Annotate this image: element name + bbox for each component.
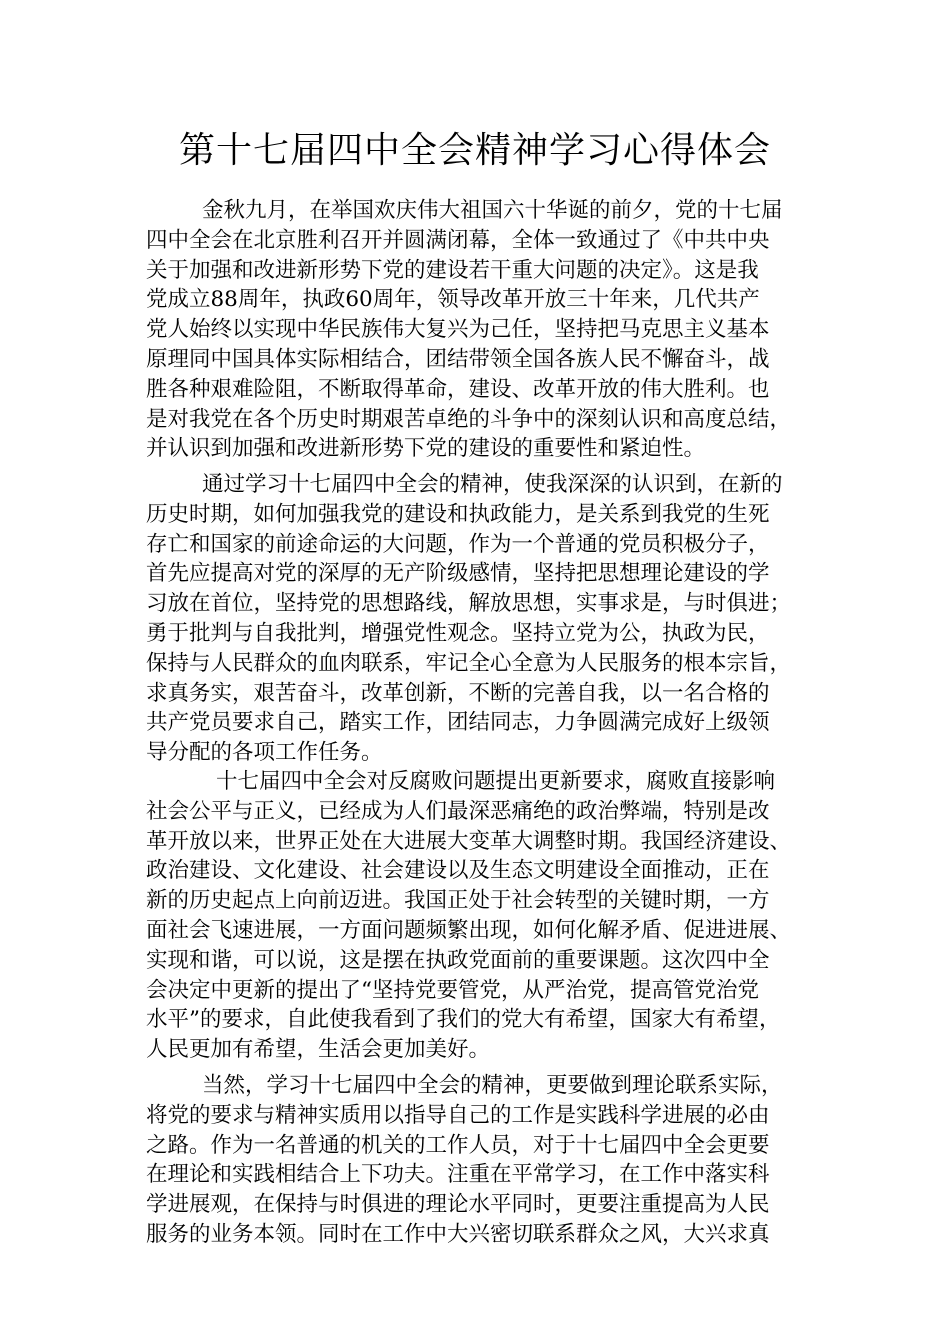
paragraph-line: 四中全会在北京胜利召开并圆满闭幕，全体一致通过了《中共中央 [146,227,770,253]
paragraph-line: 首先应提高对党的深厚的无产阶级感情，坚持把思想理论建设的学 [146,561,770,587]
paragraph-line: 之路。作为一名普通的机关的工作人员，对于十七届四中全会更要 [146,1132,770,1158]
paragraph-3 [146,767,822,1065]
paragraph-line: 保持与人民群众的血肉联系，牢记全心全意为人民服务的根本宗旨， [146,650,792,676]
paragraph-line: 共产党员要求自己，踏实工作，团结同志，力争圆满完成好上级领 [146,710,770,736]
paragraph-line: 是对我党在各个历史时期艰苦卓绝的斗争中的深刻认识和高度总结， [146,406,792,432]
paragraph-line: 存亡和国家的前途命运的大问题，作为一个普通的党员积极分子， [146,531,770,557]
paragraph-line: 面社会飞速进展，一方面问题频繁出现，如何化解矛盾、促进进展、 [146,917,792,943]
paragraph-line: 关于加强和改进新形势下党的建设若干重大问题的决定》。这是我 [146,257,759,283]
paragraph-4 [146,1071,822,1250]
paragraph-line: 新的历史起点上向前迈进。我国正处于社会转型的关键时期，一方 [146,888,770,914]
paragraph-2 [146,470,822,768]
paragraph-line: 社会公平与正义，已经成为人们最深恶痛绝的政治弊端，特别是改 [146,798,770,824]
paragraph-line: 导分配的各项工作任务。 [146,740,383,766]
paragraph-line: 人民更加有希望，生活会更加美好。 [146,1037,491,1063]
paragraph-line: 历史时期，如何加强我党的建设和执政能力，是关系到我党的生死 [146,501,770,527]
paragraph-line: 胜各种艰难险阻，不断取得革命，建设、改革开放的伟大胜利。也 [146,376,770,402]
paragraph-line: 服务的业务本领。同时在工作中大兴密切联系群众之风，大兴求真 [146,1221,770,1247]
document-title: 第十七届四中全会精神学习心得体会 [178,130,771,171]
paragraph-line: 勇于批判与自我批判，增强党性观念。坚持立党为公，执政为民， [146,620,770,646]
paragraph-line: 原理同中国具体实际相结合，团结带领全国各族人民不懈奋斗，战 [146,346,770,372]
paragraph-line: 十七届四中全会对反腐败问题提出更新要求，腐败直接影响 [216,769,776,794]
paragraph-line: 实现和谐，可以说，这是摆在执政党面前的重要课题。这次四中全 [146,947,770,973]
paragraph-line: 将党的要求与精神实质用以指导自己的工作是实践科学进展的必由 [146,1102,770,1128]
paragraph-line: 习放在首位，坚持党的思想路线，解放思想，实事求是，与时俱进； [146,591,792,617]
paragraph-line: 水平”的要求，自此使我看到了我们的党大有希望，国家大有希望， [146,1007,781,1033]
paragraph-line: 当然，学习十七届四中全会的精神，更要做到理论联系实际， [202,1073,783,1098]
paragraph-line: 并认识到加强和改进新形势下党的建设的重要性和紧迫性。 [146,436,706,462]
paragraph-line: 求真务实，艰苦奋斗，改革创新，不断的完善自我，以一名合格的 [146,680,770,706]
paragraph-line: 金秋九月，在举国欢庆伟大祖国六十华诞的前夕，党的十七届 [202,198,783,223]
paragraph-line: 政治建设、文化建设、社会建设以及生态文明建设全面推动，正在 [146,858,770,884]
paragraph-line: 会决定中更新的提出了“坚持党要管党，从严治党，提高管党治党 [146,977,759,1003]
paragraph-line: 学进展观，在保持与时俱进的理论水平同时，更要注重提高为人民 [146,1192,770,1218]
paragraph-line: 革开放以来，世界正处在大进展大变革大调整时期。我国经济建设、 [146,828,792,854]
paragraph-line: 通过学习十七届四中全会的精神，使我深深的认识到，在新的 [202,472,783,497]
paragraph-line: 党成立88周年，执政60周年，领导改革开放三十年来，几代共产 [146,287,760,313]
paragraph-line: 党人始终以实现中华民族伟大复兴为己任，坚持把马克思主义基本 [146,317,770,343]
paragraph-line: 在理论和实践相结合上下功夫。注重在平常学习，在工作中落实科 [146,1162,770,1188]
paragraph-1 [146,196,822,464]
